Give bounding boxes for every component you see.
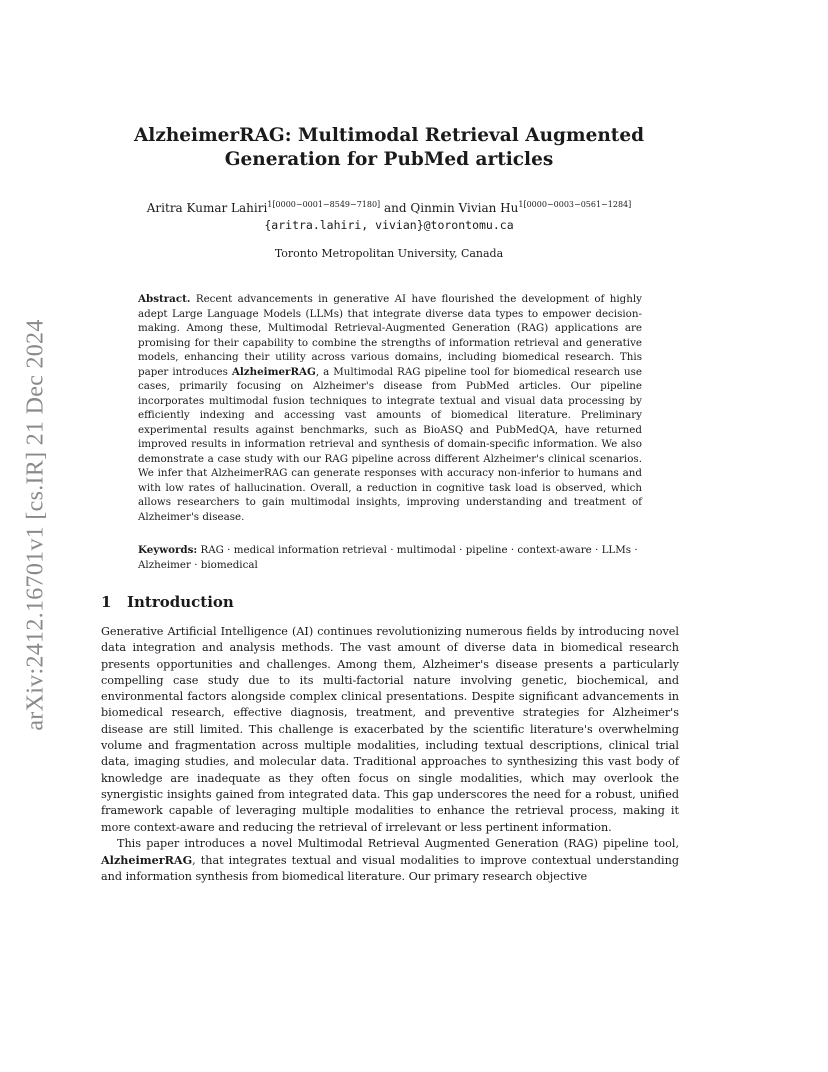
- affiliation: Toronto Metropolitan University, Canada: [274, 247, 504, 260]
- and-word: and: [380, 201, 411, 215]
- abstract-bold-name: AlzheimerRAG: [231, 365, 316, 378]
- paragraph-2: [101, 836, 679, 886]
- author-1-orcid: 1[0000−0001−8549−7180]: [267, 200, 381, 209]
- paragraph-2-bold-name: AlzheimerRAG: [101, 853, 193, 868]
- section-heading: [101, 593, 234, 611]
- keywords-label: Keywords:: [138, 544, 198, 556]
- abstract-text-2: , a Multimodal RAG pipeline tool for biomedical research use cases, primarily focusing on Alzheimer's disease from PubMed articles. Our pipeline incorporates multimodal fusion techniques to integrate textual and visual data processing by efficiently indexing and accessing vast amounts of biomedical literature. Preliminary experimental results against benchmarks, such as BioASQ and PubMedQA, have returned improved results in information retrieval and synthesis of domain-specific information. We also demonstrate a case study with our RAG pipeline across different Alzheimer's clinical scenarios. We infer that AlzheimerRAG can generate responses with accuracy non-inferior to humans and with low rates of hallucination. Overall, a reduction in cognitive task load is observed, which allows researchers to gain multimodal insights, improving understanding and treatment of Alzheimer's disease.: [138, 365, 643, 523]
- section-number: 1: [101, 593, 112, 611]
- author-line: [100, 200, 678, 215]
- arxiv-identifier: arXiv:2412.16701v1 [cs.IR] 21 Dec 2024: [22, 319, 49, 731]
- abstract-label: Abstract.: [138, 293, 191, 305]
- author-1-name: Aritra Kumar Lahiri: [146, 201, 268, 215]
- section-title: Introduction: [127, 593, 234, 611]
- author-2-orcid: 1[0000−0003−0561−1284]: [518, 200, 632, 209]
- paper-title: [100, 124, 678, 172]
- body-text: [101, 624, 679, 886]
- author-2-name: Qinmin Vivian Hu: [410, 201, 519, 215]
- abstract-text-1: Recent advancements in generative AI have flourished the development of highly adept Large Language Models (LLMs) that integrate diverse data types to empower decision-making. Among these, Multimodal Retrieval-Augmented Generation (RAG) applications are promising for their capability to combine the strengths of information retrieval and generative models, enhancing their utility across various domains, including biomedical research. This paper introduces: [138, 293, 642, 378]
- keywords: [138, 543, 642, 572]
- abstract: [138, 292, 642, 524]
- paragraph-2-text-1: This paper introduces a novel Multimodal Retrieval Augmented Generation (RAG) pipeline tool,: [117, 836, 679, 850]
- paragraph-1: Generative Artificial Intelligence (AI) continues revolutionizing numerous fields by introducing novel data integration and analysis methods. The vast amount of diverse data in biomedical research presents opportunities and challenges. Among them, Alzheimer's disease presents a particularly compelling case study due to its multi-factorial nature involving genetic, biochemical, and environmental factors alongside complex clinical presentations. Despite significant advancements in biomedical research, effective diagnosis, treatment, and preventive strategies for Alzheimer's disease are still limited. This challenge is exacerbated by the scientific literature's overwhelming volume and fragmentation across multiple modalities, including textual descriptions, clinical trial data, imaging studies, and molecular data. Traditional approaches to synthesizing this vast body of knowledge are inadequate as they often focus on single modalities, which may overlook the synergistic insights gained from integrated data. This gap underscores the need for a robust, unified framework capable of leveraging multiple modalities to enhance the retrieval process, making it more context-aware and reducing the retrieval of irrelevant or less pertinent information.: [101, 625, 679, 834]
- paragraph-2-text-2: , that integrates textual and visual modalities to improve contextual understanding and information synthesis from biomedical literature. Our primary research objective: [101, 854, 679, 884]
- arxiv-identifier-sidebar: [16, 290, 56, 760]
- author-email: {aritra.lahiri, vivian}@torontomu.ca: [264, 218, 514, 232]
- title-line-2: Generation for PubMed articles: [224, 149, 554, 170]
- keywords-text: RAG · medical information retrieval · multimodal · pipeline · context-aware · LLMs · Alzheimer · biomedical: [138, 544, 638, 571]
- title-line-1: AlzheimerRAG: Multimodal Retrieval Augmented: [133, 125, 645, 146]
